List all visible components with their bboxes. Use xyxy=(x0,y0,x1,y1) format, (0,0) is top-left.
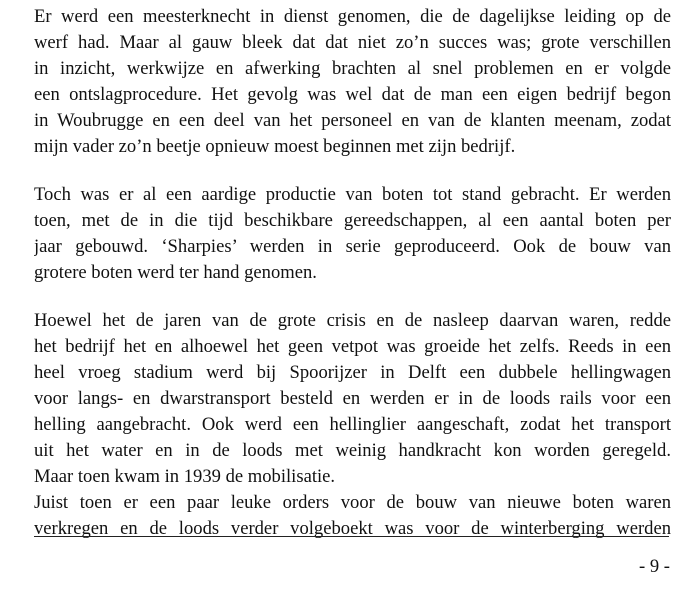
text-line: Juist toen er een paar leuke orders voor de bouw van nieuwe boten waren xyxy=(34,492,671,513)
paragraph-3 xyxy=(34,308,671,490)
footer-rule xyxy=(34,536,669,537)
text-line: Hoewel het de jaren van de grote crisis en de nasleep daarvan waren, redde xyxy=(34,310,671,331)
page-number: - 9 - xyxy=(639,556,670,577)
text-line: een ontslagprocedure. Het gevolg was wel dat de man een eigen bedrijf begon xyxy=(34,84,671,105)
text-line: toen, met de in die tijd beschikbare gereedschappen, al een aantal boten per xyxy=(34,210,671,231)
text-line: Er werd een meesterknecht in dienst genomen, die de dagelijkse leiding op de xyxy=(34,6,671,27)
text-line: mijn vader zo’n beetje opnieuw moest beginnen met zijn bedrijf. xyxy=(34,136,516,157)
text-line: in Woubrugge en een deel van het personeel en van de klanten meenam, zodat xyxy=(34,110,671,131)
text-line: jaar gebouwd. ‘Sharpies’ werden in serie geproduceerd. Ook de bouw van xyxy=(34,236,671,257)
text-line: heel vroeg stadium werd bij Spoorijzer in Delft een dubbele hellingwagen xyxy=(34,362,671,383)
paragraph-gap xyxy=(34,160,671,182)
text-line: Toch was er al een aardige productie van boten tot stand gebracht. Er werden xyxy=(34,184,671,205)
text-line: helling aangebracht. Ook werd een hellinglier aangeschaft, zodat het transport xyxy=(34,414,671,435)
text-line: uit het water en in de loods met weinig handkracht kon worden geregeld. xyxy=(34,440,671,461)
text-line: Maar toen kwam in 1939 de mobilisatie. xyxy=(34,466,336,487)
text-line: verkregen en de loods verder volgeboekt was voor de winterberging werden xyxy=(34,518,671,539)
text-line: in inzicht, werkwijze en afwerking brachten al snel problemen en er volgde xyxy=(34,58,671,79)
text-line: grotere boten werd ter hand genomen. xyxy=(34,262,317,283)
page-body xyxy=(34,4,671,542)
paragraph-2 xyxy=(34,182,671,286)
paragraph-4 xyxy=(34,490,671,542)
text-line: het bedrijf het en alhoewel het geen vetpot was groeide het zelfs. Reeds in een xyxy=(34,336,671,357)
text-line: voor langs- en dwarstransport besteld en werden er in de loods rails voor een xyxy=(34,388,671,409)
text-line: werf had. Maar al gauw bleek dat dat niet zo’n succes was; grote verschillen xyxy=(34,32,671,53)
paragraph-gap xyxy=(34,286,671,308)
paragraph-1 xyxy=(34,4,671,160)
